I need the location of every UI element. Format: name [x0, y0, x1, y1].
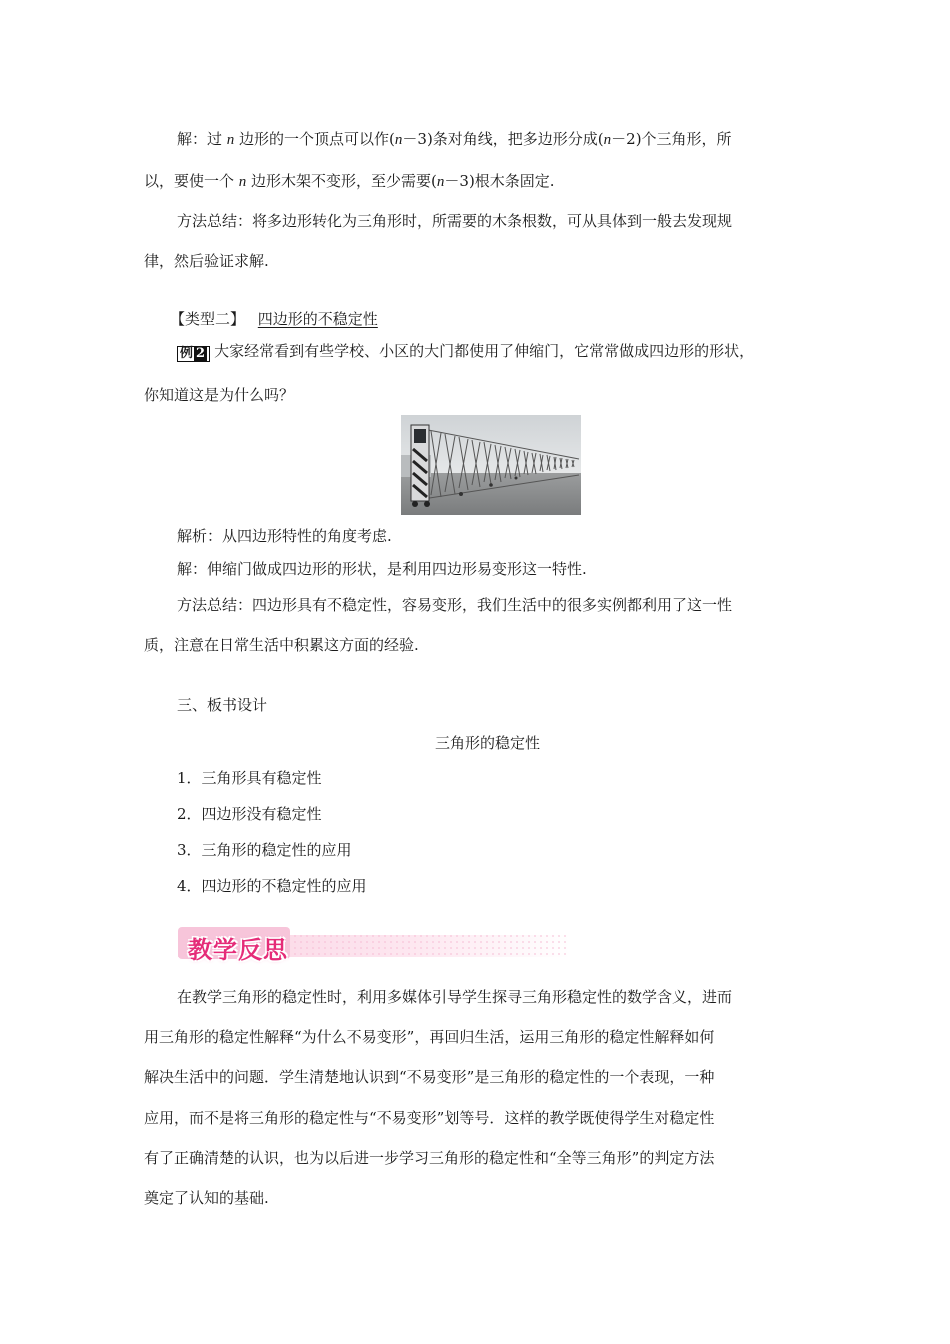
- solution1-line2: [144, 170, 555, 191]
- text-run: －2)个三角形，所: [611, 130, 732, 148]
- method1-line2: 律，然后验证求解.: [144, 252, 269, 270]
- solution1-line1: [177, 128, 732, 149]
- reflection-line: 应用，而不是将三角形的稳定性与“不易变形”划等号．这样的教学既使得学生对稳定性: [144, 1109, 715, 1127]
- reflection-banner: [178, 921, 570, 963]
- text-run: 边形木架不变形，至少需要(: [246, 172, 437, 190]
- var-n: n: [394, 132, 403, 148]
- board-title: 三角形的稳定性: [435, 734, 541, 752]
- reflection-line: 有了正确清楚的认识，也为以后进一步学习三角形的稳定性和“全等三角形”的判定方法: [144, 1149, 715, 1167]
- board-item: 4．四边形的不稳定性的应用: [177, 877, 367, 895]
- analysis2: 解析：从四边形特性的角度考虑.: [177, 527, 392, 545]
- text-run: 解：过: [177, 130, 227, 148]
- board-item: 2．四边形没有稳定性: [177, 805, 322, 823]
- var-n: n: [436, 174, 445, 190]
- example-badge-number: 2: [196, 346, 206, 361]
- section3-heading: 三、板书设计: [177, 696, 268, 714]
- board-item: 1．三角形具有稳定性: [177, 769, 322, 787]
- text-run: －3)条对角线，把多边形分成(: [402, 130, 604, 148]
- var-n: n: [226, 132, 235, 148]
- method1-line1: 方法总结：将多边形转化为三角形时，所需要的木条根数，可从具体到一般去发现规: [177, 212, 733, 230]
- var-n: n: [238, 174, 247, 190]
- example-badge: [177, 346, 210, 362]
- text-run: 以，要使一个: [144, 172, 239, 190]
- example2-line1: [177, 340, 754, 361]
- reflection-line: 在教学三角形的稳定性时，利用多媒体引导学生探寻三角形稳定性的数学含义，进而: [177, 988, 733, 1006]
- reflection-banner-title: 教学反思: [188, 936, 288, 964]
- text-run: －3)根木条固定.: [444, 172, 555, 190]
- solution2: 解：伸缩门做成四边形的形状，是利用四边形易变形这一特性.: [177, 560, 587, 578]
- text-run: 边形的一个顶点可以作(: [234, 130, 395, 148]
- type2-bracket: 【类型二】: [170, 310, 246, 328]
- type2-heading: [170, 308, 378, 329]
- example2-text: 大家经常看到有些学校、小区的大门都使用了伸缩门，它常常做成四边形的形状，: [214, 342, 755, 360]
- var-n: n: [603, 132, 612, 148]
- example-badge-word: 例: [180, 346, 194, 361]
- type2-title: 四边形的不稳定性: [257, 310, 378, 328]
- example2-line2: 你知道这是为什么吗？: [144, 386, 295, 404]
- reflection-line: 解决生活中的问题．学生清楚地认识到“不易变形”是三角形的稳定性的一个表现，一种: [144, 1068, 715, 1086]
- retractable-gate-photo: [401, 415, 581, 515]
- method2-line2: 质，注意在日常生活中积累这方面的经验.: [144, 636, 419, 654]
- reflection-line: 用三角形的稳定性解释“为什么不易变形”，再回归生活，运用三角形的稳定性解释如何: [144, 1028, 715, 1046]
- board-item: 3．三角形的稳定性的应用: [177, 841, 352, 859]
- method2-line1: 方法总结：四边形具有不稳定性，容易变形，我们生活中的很多实例都利用了这一性: [177, 596, 733, 614]
- reflection-line: 奠定了认知的基础.: [144, 1189, 269, 1207]
